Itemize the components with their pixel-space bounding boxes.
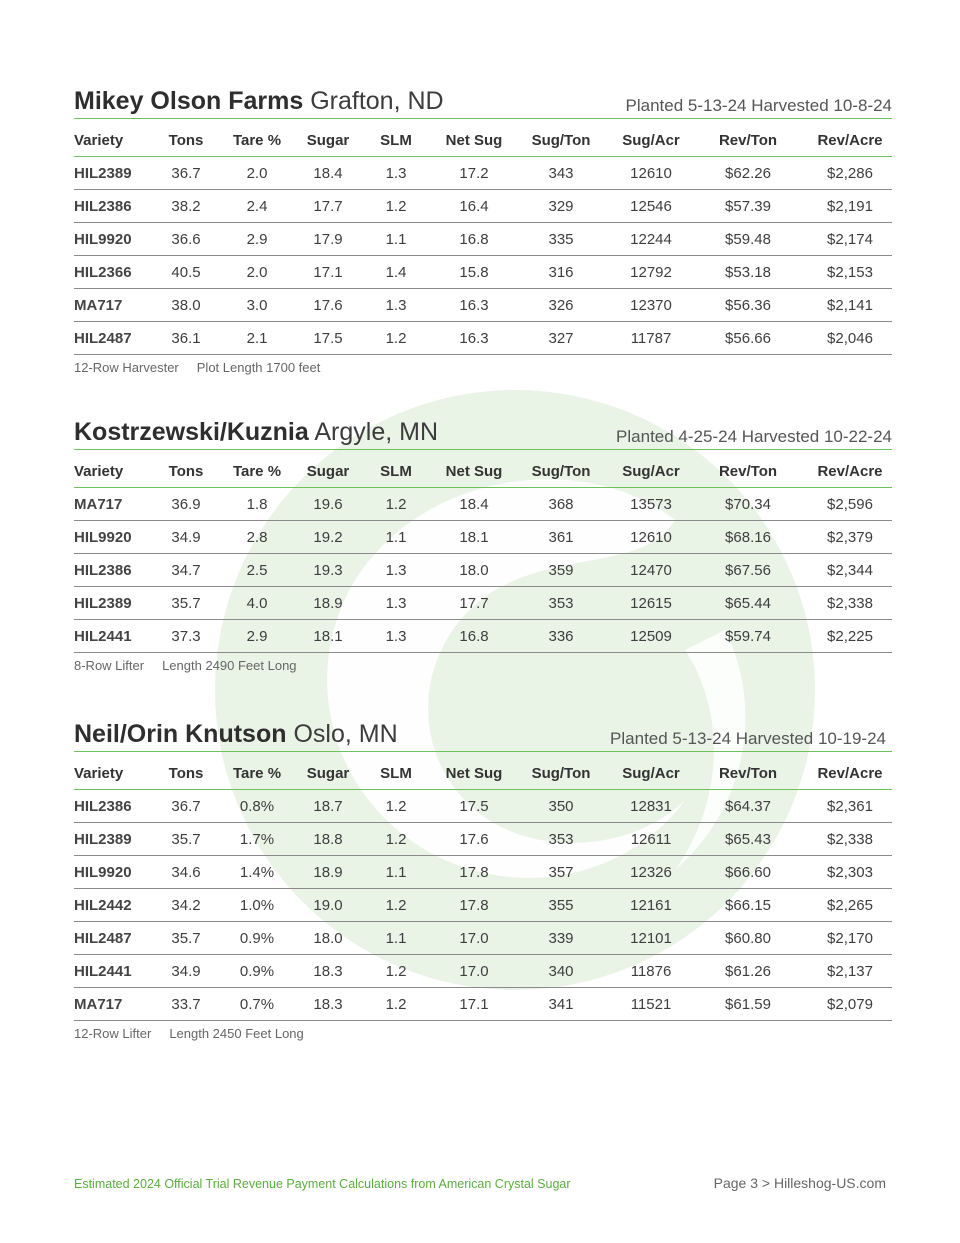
table-cell: 361 [508, 521, 614, 554]
table-cell: 13573 [614, 488, 688, 521]
table-cell: $2,379 [808, 521, 892, 554]
column-header: Rev/Ton [688, 119, 808, 157]
table-cell: 33.7 [162, 988, 210, 1021]
table-cell: 16.3 [440, 289, 508, 322]
section-header [74, 415, 892, 450]
column-header: Sugar [304, 119, 352, 157]
column-header: Rev/Acre [808, 119, 892, 157]
table-cell: $64.37 [688, 790, 808, 823]
table-cell: 2.1 [210, 322, 304, 355]
table-cell: 2.8 [210, 521, 304, 554]
table-cell: 1.3 [352, 157, 440, 190]
farm-title [74, 87, 444, 116]
table-cell: 12546 [614, 190, 688, 223]
table-cell: 40.5 [162, 256, 210, 289]
table-cell: 359 [508, 554, 614, 587]
table-cell: $2,046 [808, 322, 892, 355]
table-cell: 34.9 [162, 955, 210, 988]
table-cell: 329 [508, 190, 614, 223]
table-cell: $2,303 [808, 856, 892, 889]
column-header: Tare % [210, 119, 304, 157]
table-cell: 350 [508, 790, 614, 823]
plot-length-note: Plot Length 1700 feet [196, 360, 321, 375]
column-header: Tons [162, 450, 210, 488]
table-cell: 34.7 [162, 554, 210, 587]
column-header: Variety [74, 450, 162, 488]
column-header: Tare % [210, 752, 304, 790]
table-cell: 368 [508, 488, 614, 521]
table-cell: 19.2 [304, 521, 352, 554]
table-row [74, 587, 892, 620]
table-cell: 17.7 [440, 587, 508, 620]
variety-cell: HIL2386 [74, 790, 162, 823]
variety-cell: MA717 [74, 289, 162, 322]
table-row [74, 823, 892, 856]
table-cell: 2.4 [210, 190, 304, 223]
table-cell: 1.2 [352, 823, 440, 856]
column-header: Sug/Acr [614, 119, 688, 157]
table-cell: 12610 [614, 157, 688, 190]
farm-name: Mikey Olson Farms [74, 87, 304, 115]
trial-results-table [74, 119, 892, 355]
table-cell: 17.5 [304, 322, 352, 355]
table-cell: 336 [508, 620, 614, 653]
table-cell: 1.2 [352, 988, 440, 1021]
variety-cell: HIL2487 [74, 922, 162, 955]
farm-title [74, 720, 398, 749]
section-note [74, 1026, 892, 1041]
table-cell: $59.48 [688, 223, 808, 256]
table-cell: 11787 [614, 322, 688, 355]
table-cell: $59.74 [688, 620, 808, 653]
table-body [74, 488, 892, 653]
table-cell: 37.3 [162, 620, 210, 653]
table-cell: 18.7 [304, 790, 352, 823]
table-cell: 316 [508, 256, 614, 289]
table-cell: 335 [508, 223, 614, 256]
section-header [74, 717, 892, 752]
table-cell: $2,596 [808, 488, 892, 521]
table-cell: 35.7 [162, 823, 210, 856]
table-cell: 12161 [614, 889, 688, 922]
section-note [74, 658, 892, 673]
table-row [74, 790, 892, 823]
table-cell: 34.9 [162, 521, 210, 554]
table-cell: 1.2 [352, 889, 440, 922]
table-cell: 34.2 [162, 889, 210, 922]
table-cell: 17.8 [440, 856, 508, 889]
column-header: Sugar [304, 752, 352, 790]
table-cell: 18.1 [304, 620, 352, 653]
table-cell: 19.0 [304, 889, 352, 922]
table-cell: 18.4 [304, 157, 352, 190]
table-cell: 353 [508, 823, 614, 856]
planted-harvested-dates: Planted 5-13-24 Harvested 10-8-24 [625, 96, 892, 115]
table-cell: 1.1 [352, 856, 440, 889]
column-header: Net Sug [440, 752, 508, 790]
farm-name: Kostrzewski/Kuznia [74, 418, 309, 446]
table-cell: 17.6 [304, 289, 352, 322]
table-cell: $2,079 [808, 988, 892, 1021]
table-cell: $2,191 [808, 190, 892, 223]
table-cell: 339 [508, 922, 614, 955]
table-cell: $2,265 [808, 889, 892, 922]
farm-location: Oslo, MN [293, 720, 398, 748]
table-cell: $2,170 [808, 922, 892, 955]
table-cell: 4.0 [210, 587, 304, 620]
variety-cell: MA717 [74, 488, 162, 521]
table-cell: $68.16 [688, 521, 808, 554]
table-cell: 36.1 [162, 322, 210, 355]
table-cell: 18.8 [304, 823, 352, 856]
variety-cell: MA717 [74, 988, 162, 1021]
table-cell: 12370 [614, 289, 688, 322]
table-cell: 0.8% [210, 790, 304, 823]
column-header: Rev/Ton [688, 450, 808, 488]
table-cell: 18.4 [440, 488, 508, 521]
footer-page-link[interactable]: Page 3 > Hilleshog-US.com [713, 1175, 886, 1191]
trial-results-table [74, 752, 892, 1021]
table-cell: $2,174 [808, 223, 892, 256]
table-cell: 0.9% [210, 955, 304, 988]
table-cell: $2,137 [808, 955, 892, 988]
table-row [74, 190, 892, 223]
table-cell: 11876 [614, 955, 688, 988]
table-cell: $60.80 [688, 922, 808, 955]
table-row [74, 922, 892, 955]
table-cell: 12244 [614, 223, 688, 256]
planted-harvested-dates: Planted 4-25-24 Harvested 10-22-24 [616, 427, 892, 446]
column-header: Sug/Ton [508, 119, 614, 157]
table-cell: $65.43 [688, 823, 808, 856]
table-cell: $2,338 [808, 823, 892, 856]
table-row [74, 889, 892, 922]
table-cell: 1.8 [210, 488, 304, 521]
column-header: Sug/Ton [508, 752, 614, 790]
farm-location: Argyle, MN [314, 418, 438, 446]
farm-section-3 [74, 717, 892, 1041]
plot-length-note: Length 2450 Feet Long [169, 1026, 304, 1041]
table-cell: 18.0 [304, 922, 352, 955]
table-cell: 1.4 [352, 256, 440, 289]
table-cell: 35.7 [162, 587, 210, 620]
table-row [74, 488, 892, 521]
table-cell: $2,338 [808, 587, 892, 620]
table-cell: $56.66 [688, 322, 808, 355]
table-cell: 12509 [614, 620, 688, 653]
table-cell: $67.56 [688, 554, 808, 587]
variety-cell: HIL2389 [74, 587, 162, 620]
planted-harvested-dates: Planted 5-13-24 Harvested 10-19-24 [610, 729, 886, 748]
table-cell: 12611 [614, 823, 688, 856]
table-cell: 38.0 [162, 289, 210, 322]
table-row [74, 256, 892, 289]
table-cell: 1.2 [352, 955, 440, 988]
equipment-note: 12-Row Lifter [74, 1026, 152, 1041]
equipment-note: 8-Row Lifter [74, 658, 145, 673]
table-cell: 1.1 [352, 223, 440, 256]
table-header-row [74, 450, 892, 488]
table-cell: $2,361 [808, 790, 892, 823]
table-cell: 12831 [614, 790, 688, 823]
variety-cell: HIL9920 [74, 856, 162, 889]
table-cell: 11521 [614, 988, 688, 1021]
table-cell: $70.34 [688, 488, 808, 521]
table-cell: 17.0 [440, 955, 508, 988]
section-note [74, 360, 892, 375]
column-header: Tons [162, 119, 210, 157]
table-cell: 2.0 [210, 256, 304, 289]
table-row [74, 856, 892, 889]
table-cell: 2.0 [210, 157, 304, 190]
table-row [74, 289, 892, 322]
table-cell: 18.3 [304, 955, 352, 988]
variety-cell: HIL2389 [74, 157, 162, 190]
table-cell: 1.1 [352, 922, 440, 955]
table-cell: $56.36 [688, 289, 808, 322]
table-header-row [74, 752, 892, 790]
table-cell: $53.18 [688, 256, 808, 289]
table-cell: 1.4% [210, 856, 304, 889]
table-cell: 17.1 [440, 988, 508, 1021]
table-cell: $2,286 [808, 157, 892, 190]
table-cell: 326 [508, 289, 614, 322]
table-cell: 12326 [614, 856, 688, 889]
table-cell: 353 [508, 587, 614, 620]
table-cell: 17.5 [440, 790, 508, 823]
table-cell: $66.60 [688, 856, 808, 889]
table-cell: 1.2 [352, 488, 440, 521]
table-cell: 36.7 [162, 157, 210, 190]
table-cell: $2,225 [808, 620, 892, 653]
column-header: Sugar [304, 450, 352, 488]
table-cell: 1.0% [210, 889, 304, 922]
column-header: Sug/Acr [614, 752, 688, 790]
column-header: Rev/Ton [688, 752, 808, 790]
table-cell: $2,344 [808, 554, 892, 587]
table-cell: 38.2 [162, 190, 210, 223]
table-cell: 12101 [614, 922, 688, 955]
variety-cell: HIL2386 [74, 554, 162, 587]
table-row [74, 955, 892, 988]
table-cell: $66.15 [688, 889, 808, 922]
table-cell: $61.26 [688, 955, 808, 988]
variety-cell: HIL2442 [74, 889, 162, 922]
table-row [74, 554, 892, 587]
table-header-row [74, 119, 892, 157]
section-header [74, 84, 892, 119]
table-cell: 17.6 [440, 823, 508, 856]
table-cell: 1.2 [352, 190, 440, 223]
table-cell: 18.1 [440, 521, 508, 554]
table-cell: 2.5 [210, 554, 304, 587]
farm-name: Neil/Orin Knutson [74, 720, 287, 748]
column-header: Variety [74, 752, 162, 790]
column-header: Net Sug [440, 450, 508, 488]
table-cell: 341 [508, 988, 614, 1021]
table-cell: 15.8 [440, 256, 508, 289]
table-cell: 1.2 [352, 322, 440, 355]
variety-cell: HIL2366 [74, 256, 162, 289]
table-cell: 343 [508, 157, 614, 190]
table-row [74, 988, 892, 1021]
table-cell: $61.59 [688, 988, 808, 1021]
table-cell: 17.9 [304, 223, 352, 256]
column-header: Variety [74, 119, 162, 157]
variety-cell: HIL2386 [74, 190, 162, 223]
table-cell: 12615 [614, 587, 688, 620]
farm-title [74, 418, 438, 447]
table-cell: 357 [508, 856, 614, 889]
table-cell: 18.9 [304, 587, 352, 620]
table-cell: 17.2 [440, 157, 508, 190]
table-cell: $2,141 [808, 289, 892, 322]
table-cell: 1.3 [352, 587, 440, 620]
trial-results-table [74, 450, 892, 653]
table-cell: $2,153 [808, 256, 892, 289]
table-row [74, 322, 892, 355]
variety-cell: HIL9920 [74, 223, 162, 256]
table-cell: 3.0 [210, 289, 304, 322]
table-cell: 35.7 [162, 922, 210, 955]
table-cell: 36.7 [162, 790, 210, 823]
column-header: Rev/Acre [808, 450, 892, 488]
table-cell: 16.4 [440, 190, 508, 223]
table-cell: 1.3 [352, 289, 440, 322]
column-header: SLM [352, 752, 440, 790]
table-row [74, 157, 892, 190]
table-cell: 19.6 [304, 488, 352, 521]
variety-cell: HIL2441 [74, 955, 162, 988]
table-cell: 12792 [614, 256, 688, 289]
table-body [74, 157, 892, 355]
table-cell: 12610 [614, 521, 688, 554]
column-header: Rev/Acre [808, 752, 892, 790]
table-cell: 16.8 [440, 620, 508, 653]
table-row [74, 620, 892, 653]
table-cell: 18.9 [304, 856, 352, 889]
farm-section-2 [74, 415, 892, 673]
table-cell: 17.0 [440, 922, 508, 955]
table-cell: 327 [508, 322, 614, 355]
table-cell: 17.7 [304, 190, 352, 223]
variety-cell: HIL2389 [74, 823, 162, 856]
variety-cell: HIL2487 [74, 322, 162, 355]
table-cell: 355 [508, 889, 614, 922]
variety-cell: HIL9920 [74, 521, 162, 554]
table-cell: 2.9 [210, 223, 304, 256]
table-cell: 1.7% [210, 823, 304, 856]
column-header: SLM [352, 119, 440, 157]
table-cell: 34.6 [162, 856, 210, 889]
table-cell: 0.9% [210, 922, 304, 955]
table-cell: 2.9 [210, 620, 304, 653]
footer-source-note: Estimated 2024 Official Trial Revenue Payment Calculations from American Crystal Sugar [74, 1177, 571, 1191]
column-header: SLM [352, 450, 440, 488]
farm-section-1 [74, 84, 892, 375]
table-cell: 18.3 [304, 988, 352, 1021]
equipment-note: 12-Row Harvester [74, 360, 179, 375]
table-cell: 340 [508, 955, 614, 988]
plot-length-note: Length 2490 Feet Long [162, 658, 297, 673]
farm-location: Grafton, ND [310, 87, 444, 115]
table-cell: 17.1 [304, 256, 352, 289]
table-cell: 18.0 [440, 554, 508, 587]
column-header: Net Sug [440, 119, 508, 157]
table-cell: 0.7% [210, 988, 304, 1021]
column-header: Sug/Ton [508, 450, 614, 488]
table-cell: 17.8 [440, 889, 508, 922]
table-cell: 16.3 [440, 322, 508, 355]
table-cell: $62.26 [688, 157, 808, 190]
table-cell: 36.6 [162, 223, 210, 256]
table-row [74, 521, 892, 554]
column-header: Sug/Acr [614, 450, 688, 488]
table-cell: 19.3 [304, 554, 352, 587]
table-cell: 1.2 [352, 790, 440, 823]
table-cell: 16.8 [440, 223, 508, 256]
table-cell: 1.1 [352, 521, 440, 554]
table-row [74, 223, 892, 256]
table-cell: 1.3 [352, 554, 440, 587]
column-header: Tons [162, 752, 210, 790]
table-body [74, 790, 892, 1021]
table-cell: 1.3 [352, 620, 440, 653]
table-cell: 12470 [614, 554, 688, 587]
table-cell: $65.44 [688, 587, 808, 620]
variety-cell: HIL2441 [74, 620, 162, 653]
table-cell: $57.39 [688, 190, 808, 223]
table-cell: 36.9 [162, 488, 210, 521]
column-header: Tare % [210, 450, 304, 488]
